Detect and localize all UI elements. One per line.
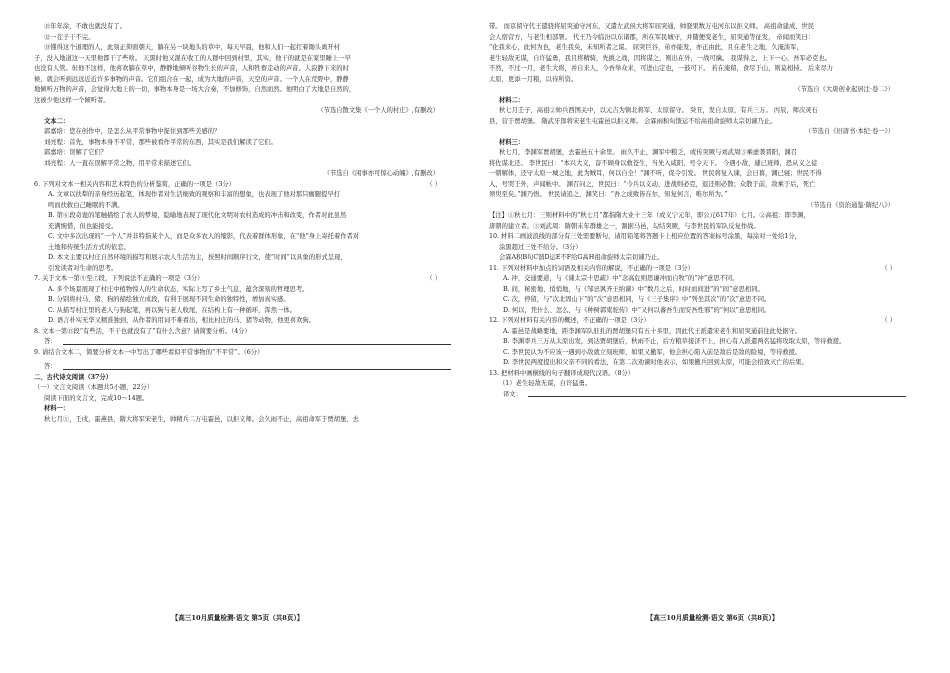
left-line-34 — [34, 373, 461, 384]
line-text: C. 李世民认为不应该一遇到小敌就立刻班师，如果又撤军，他会担心陷入前是敌后是敌的险境，等待救援。 — [503, 348, 802, 356]
right-line-5 — [489, 75, 916, 86]
right-line-34 — [489, 379, 916, 390]
line-text: （节选自《大唐创业起居注·卷二》） — [794, 86, 894, 93]
right-line-12 — [489, 148, 916, 159]
left-line-5 — [34, 75, 461, 86]
left-line-27 — [34, 306, 461, 317]
left-line-37 — [34, 404, 461, 415]
left-line-23 — [34, 264, 461, 275]
line-text: ⑬懂得这个道理的人，此刻正仰面朝天，躺在另一块地头的草中，每天早晨，他和人们一起扛着锄头离开村 — [44, 44, 340, 51]
line-text: 不然，不过一月，老生大将，并自来人，今吾举众来，可进山定也，一鼓可下。 若在淹留，食尽于山，则莫相持。 后来尽力 — [489, 65, 834, 72]
line-text: 秋七月壬子，高祖②帅兵西图关中，以元吉为镇北将军、太原留守。 癸丑，发自太原，有兵三万。 丙辰，师次灵石 — [499, 107, 818, 114]
left-line-8 — [34, 106, 461, 117]
left-line-25 — [34, 285, 461, 296]
right-line-21 — [489, 243, 916, 254]
left-page-footer: 【高三10月质量检测·语文 第5页（共8页）】 — [171, 614, 304, 622]
left-line-30 — [34, 337, 461, 348]
line-text: 县，营于贾胡堡。 隋武牙郎将宋老生屯霍邑以拒义师。 会霖雨积旬馈运不给高祖命旋师太宗切谏乃止。 — [489, 117, 777, 125]
right-line-27 — [489, 306, 916, 317]
left-line-16 — [34, 190, 461, 201]
line-text: B. 李渊率兵三万从太原出发，到达贾胡堡后，秋雨不止，后方粮草接济不上，担心有人派遣两名猛将攻取太原，等待救援。 — [503, 338, 846, 345]
line-text: B. 第⑥段奇诡的笔触描绘了农人的梦境，隐喻地表现了现代化文明对农村造成的冲击和改变，作者对此虽然 — [48, 212, 347, 219]
left-line-1 — [34, 33, 461, 44]
line-text: A. 霍邑是战略要地，距李渊军队驻扎的贾胡堡只有五十多里，因此代王派遣宋老生和屈突通前往此处据守。 — [503, 327, 802, 335]
line-text: 9. 请结合文本二，简要分析文本一中写出了哪些看似平常事物的“不平常”。（6分） — [34, 348, 264, 356]
right-line-13 — [489, 159, 916, 170]
right-line-26 — [489, 295, 916, 306]
left-line-9 — [34, 117, 461, 128]
line-text: 7. 关于文本一第⑤至⑦段，下列说法不正确的一项是（3分） — [34, 275, 204, 282]
line-text: （节选自《闲事亦可惊心动魄》,有删改） — [323, 170, 439, 177]
line-text: 11. 下列对材料中加点的词语及相关内容的解说，不正确的一项是（3分） — [489, 264, 694, 272]
line-text: D. 何以，凭什么、怎么，与《种树郭橐驼传》中“又何以蕃吾生而安吾性邪”的“何以”意思相同。 — [503, 306, 771, 314]
left-line-10 — [34, 127, 461, 138]
right-line-24 — [489, 274, 916, 285]
line-text: 引发读者对生命的思考。 — [48, 264, 118, 272]
line-text: （节选自《旧唐书·本纪·卷一》） — [804, 128, 894, 135]
line-text: 13. 把材料中画横线的句子翻译成现代汉语。（8分） — [489, 369, 635, 377]
line-text: ⑫一茬子干不完。 — [44, 33, 95, 41]
line-text: 材料三： — [499, 138, 525, 146]
left-line-18 — [34, 211, 461, 222]
line-text: 材料二： — [499, 96, 525, 104]
right-line-9 — [489, 117, 916, 128]
line-text: D. 李世民两度提出和父亲不同的看法，在第二次劝谏时他表示，如果撤兵回到太原，可能会招致灭亡的后果。 — [503, 359, 808, 366]
left-line-26 — [34, 295, 461, 306]
line-text: B. 分别将村马、猪、狗的描绘独立成段，有利于展现不同生命的独特性，增加真实感。 — [48, 296, 290, 303]
left-line-7 — [34, 96, 461, 107]
line-text: 会人宿营方，与老生相部署。 代王乃令临汾以东诸郡，所在军民城守，并随便变老生，屈突通等征发， 帝闻而笑曰： — [489, 33, 815, 41]
left-line-6 — [34, 85, 461, 96]
answer-label: 答： — [44, 338, 57, 345]
answer-blank-line[interactable] — [63, 338, 451, 345]
line-text: 须臾至矣。”渊乃悟。 世民请追之，渊笑曰：“吾之成败皆在尔，知复何言，唯尔所为。” — [489, 191, 728, 198]
line-text: 12. 下列对材料有关内容的概述，不正确的一项是（3分） — [489, 317, 650, 324]
left-line-12 — [34, 148, 461, 159]
line-text: 将佐谋北还。 李世民曰：“本兴大义，奋不顾身以救苍生，当先入咸阳，号令天下。 今遇小敌，遽已班师，恐从义之徒 — [489, 159, 818, 167]
left-line-13 — [34, 159, 461, 170]
line-text: 6. 下列对文本一相关内容和艺术特色的分析鉴赏，正确的一项是（3分） — [34, 180, 235, 188]
left-text-column — [34, 22, 461, 425]
line-text: 【注】①秋七月：三则材料中的“秋七月”都指隋大业十三年（或义宁元年，即公元617年）七月。②高祖：即李渊， — [489, 212, 810, 219]
left-line-3 — [34, 54, 461, 65]
line-text: A. 文章以扶犁的亲身经历起笔，体现作者对生活细致的观察和丰富的想象，也表现了他对那只瘸腿提早打 — [48, 191, 340, 198]
line-text: ⑪年年涂，不敢也就没有了。 — [44, 23, 126, 30]
left-line-19 — [34, 222, 461, 233]
line-text: 郭嘉培：误解了它们？ — [44, 149, 107, 156]
right-line-22 — [489, 253, 916, 264]
line-text: 郭嘉培：您在创作中，是怎么从平常事物中捉住到那些美感的？ — [44, 128, 221, 135]
line-text: 带。 而京留守代王遣骁将屈突通守河东，又遣左武侯大将军屈突通，帅骁果数万屯河东以拒义师。 高祖命建成、世民 — [489, 23, 815, 30]
left-line-15 — [34, 180, 461, 191]
left-line-21 — [34, 243, 461, 254]
line-text: D. 本文主要以村庄自然环境的描写和展示农人生活为主，按照时间顺序行文，使“时间”以具象的形式呈现， — [48, 254, 347, 261]
right-line-16 — [489, 190, 916, 201]
answer-blank-line[interactable] — [528, 390, 906, 397]
line-text: 土地和传统生活方式的依恋。 — [48, 243, 130, 251]
left-line-4 — [34, 64, 461, 75]
line-text: 刘亮程：首先，事物本身不平常，那些被看作平常的东西，其实是我们解读了它们。 — [44, 138, 277, 146]
right-line-19 — [489, 222, 916, 233]
line-text: 老生轻敌无谋，自许猛勇，我且将精骑，先挑之战，因将谋之，则出在外，一战可擒。 我谋得之，上下一心，吾军必克也。 — [489, 54, 832, 62]
right-line-3 — [489, 54, 916, 65]
line-text: 秋七月①，壬戌，霍燕县，隋大将军宋老生，帅精兵二万屯霍邑，以拒义师。会久雨不止，高祖命军于贾胡堡，去 — [44, 415, 359, 423]
left-line-11 — [34, 138, 461, 149]
line-text: 秋七月，李渊军贾胡堡，去霍邑五十余里。 雨久不止，渊军中粮乏，或传突厥与刘武周③乘虚袭晋阳，渊召 — [499, 149, 797, 156]
right-line-6 — [489, 85, 916, 96]
right-line-29 — [489, 327, 916, 338]
line-text: C. 次，停留，与“次北固山下”的“次”意思相同，与《三子集序》中“列坐其次”的“次”意思不同。 — [503, 296, 771, 303]
line-text: 材料一： — [44, 405, 70, 412]
line-text: 阅读下面的文言文，完成10～14题。 — [44, 394, 149, 402]
right-line-30 — [489, 337, 916, 348]
answer-label: 译文： — [503, 390, 522, 398]
right-line-31 — [489, 348, 916, 359]
left-line-24 — [34, 274, 461, 285]
left-line-38 — [34, 415, 461, 426]
line-text: 地倾听万物的声音，会觉得大地上的一切，事物本身是一场大合奏，不加修饰，自然而然。他明白了大地是自然的， — [34, 86, 356, 93]
right-line-28 — [489, 316, 916, 327]
line-text: 文本二： — [44, 117, 70, 125]
line-text: 鸣而扶救白己睡眠的不满。 — [48, 201, 124, 209]
right-line-32 — [489, 358, 916, 369]
line-text: 刘亮程：人一直在误解平常之物，用平常来描述它们。 — [44, 159, 196, 167]
line-text: 子，没入地道这一天里他都干了些啥。 天黑时他又混在收工的人群中回到村里，其实，他干的就是在家里睡上一早 — [34, 54, 351, 62]
line-text: A. 冲，交通要道，与《谏太宗十思疏》中“念高危则思谦冲而自牧”的“冲”意思不同。 — [503, 275, 739, 282]
answer-label: 答： — [44, 363, 57, 370]
left-line-28 — [34, 316, 461, 327]
right-line-18 — [489, 211, 916, 222]
answer-brackets[interactable]: （ ） — [426, 180, 441, 188]
right-line-2 — [489, 43, 916, 54]
right-line-15 — [489, 180, 916, 191]
left-line-17 — [34, 201, 461, 212]
right-line-1 — [489, 33, 916, 44]
right-line-20 — [489, 232, 916, 243]
line-text: 也没有人管。但他不这样，他喜欢躺在草中，静静地倾听谷物生长的声音，人和牲畜走动的声音。人寂静下来的时 — [34, 65, 349, 72]
right-line-7 — [489, 96, 916, 107]
left-line-14 — [34, 169, 461, 180]
line-text: 二、古代诗文阅读（37分） — [34, 373, 113, 381]
right-line-25 — [489, 285, 916, 296]
right-page — [475, 0, 950, 673]
line-text: 太原，更添一月粮，以待所资。 — [489, 75, 578, 83]
answer-brackets[interactable]: （ ） — [881, 317, 896, 324]
line-text: “化我来心，此何为也，老生我矣，未知所者之谋。 屈突巨谷，弟亦能发，亦正由此，且在老生之地，久淹淡军， — [489, 44, 803, 51]
right-line-8 — [489, 106, 916, 117]
left-line-20 — [34, 232, 461, 243]
right-line-35 — [489, 390, 916, 401]
line-text: 这被少他这样一个倾听者。 — [34, 96, 110, 104]
answer-blank-line[interactable] — [63, 363, 451, 370]
left-line-29 — [34, 327, 461, 338]
left-line-2 — [34, 43, 461, 54]
right-line-11 — [489, 138, 916, 149]
right-line-23 — [489, 264, 916, 275]
line-text: C. 从描写村庄里的老人与狗起笔，再以狗与老人收尾，在结构上有一种循环，浑然一体。 — [48, 306, 296, 314]
right-line-14 — [489, 169, 916, 180]
right-text-column — [489, 22, 916, 400]
left-line-33 — [34, 362, 461, 373]
line-text: （节选自散文集《一个人的村庄》,有删改） — [317, 107, 439, 114]
line-text: （1）老生轻敌无谋，自许猛勇。 — [499, 380, 592, 387]
line-text: 一朝解体，还守太原一城之地，此为贼耳，何以自全！”渊不听，促令引发。 世民将复入谏，会日暮，渊已寝；世民不得 — [489, 170, 822, 177]
line-text: 会霖A积B旬C馈D运E不F给G高H祖命旋师太宗切谏乃止。 — [499, 254, 664, 261]
line-text: 候，就会听到远远近近许多事物的声音。它们组合在一起，成为大地的声音，天空的声音。一个人在荒野中，静静 — [34, 75, 349, 83]
answer-brackets[interactable]: （ ） — [881, 264, 896, 272]
right-page-footer: 【高三10月质量检测·语文 第6页（共8页）】 — [646, 614, 779, 622]
line-text: 8. 文本一第⑬段“有些活，不干也就没有了”有什么含意？请简要分析。（4分） — [34, 327, 251, 335]
right-line-4 — [489, 64, 916, 75]
right-line-33 — [489, 369, 916, 380]
left-line-31 — [34, 348, 461, 359]
right-line-17 — [489, 201, 916, 212]
left-line-22 — [34, 253, 461, 264]
line-text: 入，号哭于外，声闻帐中。 渊召问之，世民曰：“今兵以义动，进战则必克，退还则必散；众散于前，敌乘于后，死亡 — [489, 180, 816, 188]
line-text: D. 语言朴实无华又精准独到，从作者的用词不难看出，相比村庄的马、猪等动物，他更喜欢狗。 — [48, 317, 315, 324]
line-text: A. 多个场景展现了村庄中植物惊人的生命状态，实际上写了乡土气息，蕴含深刻的哲理思考。 — [48, 285, 309, 293]
right-line-10 — [489, 127, 916, 138]
left-line-35 — [34, 383, 461, 394]
line-text: 充满惋惜，但也能接受。 — [48, 222, 118, 230]
line-text: B. 间，秘密地、悄悄地，与《邹忌讽齐王纳谏》中“数月之后，时时而间进”的“间”意思相同。 — [503, 285, 764, 293]
left-line-36 — [34, 394, 461, 405]
line-text: （节选自《资治通鉴·隋纪八》） — [806, 201, 894, 209]
right-line-0 — [489, 22, 916, 33]
line-text: （一）文言文阅读（本题共5小题，22分） — [34, 384, 154, 391]
line-text: 10. 材料二画波浪线的部分有三处需要断句，请用铅笔将答题卡上相应位置的答案标号涂黑，每涂对一处给1分， — [489, 233, 801, 240]
answer-brackets[interactable]: （ ） — [426, 275, 441, 282]
line-text: C. 文中多次出现的“一个人”并非特指某个人，而是众多农人的缩影，代表着群体形象，在“他”身上寄托着作者对 — [48, 233, 360, 240]
line-text: 唐朝的建立者。③刘武周：隋朝末年群雄之一，割据马邑，勾结突厥，与李世民的军队反复作战。 — [489, 222, 760, 230]
left-line-0 — [34, 22, 461, 33]
line-text: 涂黑超过三处不给分。（3分） — [499, 243, 582, 251]
